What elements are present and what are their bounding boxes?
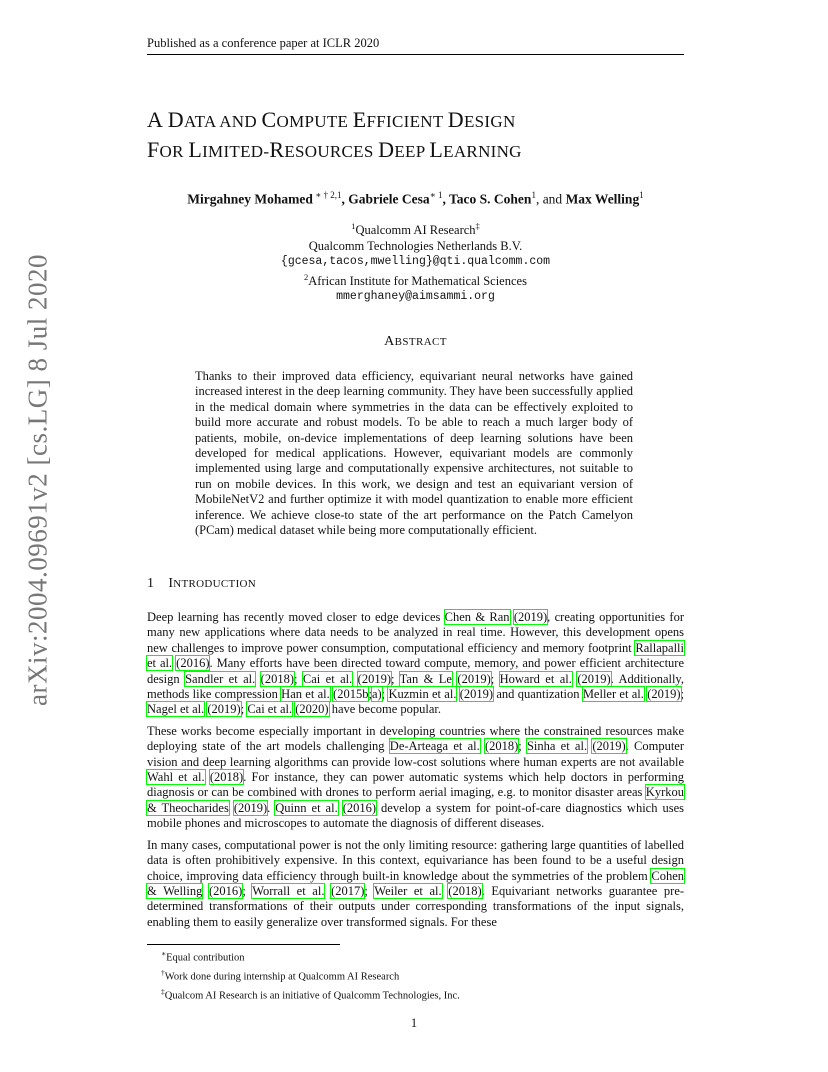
heading-part: A (384, 334, 395, 349)
text-run: and quantization (493, 687, 583, 702)
abstract-heading (147, 334, 684, 350)
citation-link[interactable]: Han et al. (281, 687, 330, 702)
affiliation-line: Qualcomm Technologies Netherlands B.V. (308, 238, 523, 253)
author-name: Taco S. Cohen (449, 191, 532, 207)
email-address[interactable]: mmerghaney@aimsammi.org (336, 290, 495, 304)
footnote-text: Equal contribution (166, 952, 245, 964)
section-heading (147, 576, 256, 592)
citation-link[interactable]: Cohen & Welling (147, 868, 684, 898)
citation-year-link[interactable]: (2019) (357, 671, 391, 686)
affiliation-mark: 1 (351, 221, 356, 231)
citation-year-link[interactable]: (2019) (592, 739, 626, 754)
citation-year-link[interactable]: (2018) (260, 671, 294, 686)
citation-year-link[interactable]: (2019) (647, 687, 681, 702)
citation-link[interactable]: Kyrkou & Theocharides (147, 785, 684, 815)
title-line-1 (147, 106, 684, 136)
affiliation-mark: ‡ (475, 221, 480, 231)
citation-link[interactable]: Quinn et al. (275, 800, 338, 815)
footnote-rule (147, 944, 340, 945)
citation-link[interactable]: Kuzmin et al. (388, 687, 457, 702)
title-part: C (261, 107, 277, 132)
citation-year-link[interactable]: (2017) (331, 883, 365, 898)
title-part: F (147, 137, 160, 162)
running-header: Published as a conference paper at ICLR 2020 (147, 36, 380, 50)
citation-link[interactable]: Wahl et al. (147, 770, 205, 785)
page-number: 1 (410, 1016, 418, 1030)
affiliation-text: African Institute for Mathematical Sciences (308, 273, 527, 288)
paragraph-3: In many cases, computational power is not the only limiting resource: gathering large quantities of labelled data is often prohibitively expensive. In this context, equivariance has been found to be a useful design choice, improving data efficiency through built-in knowledge about the symmetries of the problem Cohen & Welling (2016); Worrall et al. (2017); Weiler et al. (2018). Equivariant networks guarantee pre-determined transformations of their outputs under corresponding transformations of the input signals, enabling them to easily generalize over transformed signals. For these (147, 837, 685, 929)
author-affiliation-mark: 1 (531, 190, 536, 200)
citation-year-link[interactable]: (2019) (577, 671, 611, 686)
citation-link[interactable]: Chen & Ran (444, 610, 510, 624)
citation-link[interactable]: Worrall et al. (252, 883, 325, 898)
footnote-text: Qualcom AI Research is an initiative of Qualcomm Technologies, Inc. (164, 990, 460, 1002)
title-part: IMITED- (202, 142, 270, 161)
title-part: E (352, 107, 367, 132)
affiliation-text: Qualcomm AI Research (355, 223, 476, 238)
text-run: develop a system for point-of-care diagnostics which uses mobile phones and microscopes to automate the diagnosis of different diseases. (147, 800, 684, 831)
text-run: Deep learning has recently moved closer to edge devices (147, 610, 445, 624)
citation-year-link[interactable]: (2018) (448, 883, 482, 898)
title-part: OR (159, 142, 189, 161)
email-address[interactable]: {gcesa,tacos,mwelling}@qti.qualcomm.com (280, 255, 551, 269)
title-part: ESOURCES (284, 142, 379, 161)
author-affiliation-mark: ∗ 1 (429, 190, 443, 200)
title-part: L (188, 137, 203, 162)
author-name: Gabriele Cesa (348, 191, 430, 207)
citation-year-link[interactable]: (2018) (484, 739, 519, 754)
footnotes (161, 947, 460, 1004)
text-run: In many cases, computational power is not the only limiting resource: gathering large quantities of labelled data is often prohibitively expensive. In this context, equivariance has been found to be a useful design choice, improving data efficiency through built-in knowledge about the symmetries of the problem (147, 837, 684, 883)
citation-link[interactable]: Meller et al. (582, 687, 644, 702)
citation-link[interactable]: Howard et al. (499, 671, 572, 686)
citation-year-link[interactable]: (2019) (513, 610, 548, 624)
author-affiliation-mark: ∗ † 2,1 (312, 190, 342, 200)
footnote-mark: † (161, 968, 165, 977)
citation-link[interactable]: Sinha et al. (526, 739, 588, 754)
footnote (161, 985, 460, 1004)
heading-part: NTRODUCTION (173, 578, 257, 590)
citation-year-link[interactable]: (2016) (176, 656, 210, 671)
title-part: ATA AND (183, 112, 262, 131)
section-number: 1 (147, 576, 155, 591)
citation-year-link[interactable]: a) (371, 687, 382, 702)
affiliation-line (147, 270, 684, 290)
author-separator: , and (535, 191, 566, 207)
footnote-mark: ∗ (161, 949, 167, 958)
citation-year-link[interactable]: (2019) (457, 671, 491, 686)
title-part: D (447, 107, 464, 132)
citation-year-link[interactable]: (2018) (209, 770, 244, 785)
title-part: OMPUTE (276, 112, 353, 131)
text-run: have become popular. (328, 702, 442, 717)
footnote-mark: ‡ (161, 987, 165, 996)
heading-part: BSTRACT (394, 336, 447, 348)
arxiv-identifier: arXiv:2004.09691v2 [cs.LG] 8 Jul 2020 (22, 254, 53, 706)
footnote (161, 947, 460, 966)
text-run: , creating opportunities for many new applications where data needs to be analyzed in real time. However, this development opens new challenges to improve power consumption, computational efficiency and memory footprint (147, 610, 685, 655)
citation-year-link[interactable]: (2015b (333, 687, 369, 702)
citation-year-link[interactable]: (2019) (207, 702, 241, 717)
author-list: Mirgahney Mohamed $^{∗ \dagger 2,1}$, Gabriele Cesa$^{∗ 1}$, Taco S. Cohen$^1$, and Max Welling$^1$ (187, 190, 644, 207)
citation-link[interactable]: Nagel et al. (147, 702, 205, 717)
title-part: L (429, 137, 444, 162)
abstract-text: Thanks to their improved data efficiency, equivariant neural networks have gained increased interest in the deep learning community. They have been successfully applied in the medical domain where symmetries in the data can be effectively exploited to build more accurate and robust models. To be able to reach a much larger body of patients, mobile, on-device implementations of deep learning solutions have been developed for medical applications. However, equivariant models are commonly implemented using large and computationally expensive architectures, not suitable to run on mobile devices. In this work, we design and test an equivariant version of MobileNetV2 and further optimize it with model quantization to enable more efficient inference. We achieve close-to state of the art performance on the Patch Camelyon (PCam) medical dataset while being more computationally efficient. (195, 369, 633, 538)
title-part: D (378, 137, 395, 162)
citation-link[interactable]: De-Arteaga et al. (389, 739, 480, 754)
citation-year-link[interactable]: (2019) (233, 800, 268, 815)
text-run: . For instance, they can power automatic systems which help doctors in performing diagnosis or can be combined with drones to perform aerial imaging, e.g. to monitor disaster areas (147, 770, 684, 800)
citation-link[interactable]: Cai et al. (302, 671, 353, 686)
author-affiliation-mark: 1 (639, 190, 644, 200)
header-rule (147, 54, 684, 55)
paper-title (147, 106, 684, 166)
citation-link[interactable]: Sandler et al. (185, 671, 256, 686)
title-part: EEP (394, 142, 430, 161)
body-text (147, 610, 684, 936)
title-part: ESIGN (463, 112, 516, 131)
citation-link[interactable]: Tan & Le (399, 671, 452, 686)
title-part: FFICIENT (366, 112, 448, 131)
author-name: Max Welling (565, 191, 640, 207)
paragraph-1: Deep learning has recently moved closer to edge devices Chen & Ran (2019), creating opportunities for many new applications where data needs to be analyzed in real time. However, this development opens new challenges to improve power consumption, computational efficiency and memory footprint Rallapalli et al. (2016). Many efforts have been directed toward compute, memory, and power efficient architecture design Sandler et al. (2018); Cai et al. (2019); Tan & Le (2019); Howard et al. (2019). Additionally, methods like compression Han et al. (2015b;a); Kuzmin et al. (2019) and quantization Meller et al. (2019); Nagel et al. (2019); Cai et al. (2020) have become popular. (147, 610, 685, 717)
paragraph-2: These works become especially important in developing countries where the constrained resources make deploying state of the art models challenging De-Arteaga et al. (2018); Sinha et al. (2019). Computer vision and deep learning algorithms can provide low-cost solutions where human experts are not available Wahl et al. (2018). For instance, they can power automatic systems which help doctors in performing diagnosis or can be combined with drones to perform aerial imaging, e.g. to monitor disaster areas Kyrkou & Theocharides (2019). Quinn et al. (2016) develop a system for point-of-care diagnostics which uses mobile phones and microscopes to automate the diagnosis of different diseases. (147, 723, 685, 831)
title-part: EARNING (443, 142, 522, 161)
text-run: . Equivariant networks guarantee pre-determined transformations of their outputs under corresponding transformations of the input signals, enabling them to easily generalize over transformed signals. For these (147, 883, 685, 929)
citation-year-link[interactable]: (2019) (459, 687, 494, 702)
citation-link[interactable]: Weiler et al. (374, 883, 442, 898)
title-part: A D (147, 107, 184, 132)
text-run: These works become especially important in developing countries where the constrained resources make deploying state of the art models challenging (147, 723, 684, 754)
affiliation-line (147, 219, 684, 239)
heading-part: I (168, 576, 174, 591)
text-run: . Computer vision and deep learning algorithms can provide low-cost solutions where human experts are not available (147, 739, 685, 769)
text-run: . Additionally, methods like compression (147, 671, 684, 702)
citation-year-link[interactable]: (2020) (295, 702, 329, 717)
citation-year-link[interactable]: (2016) (342, 800, 377, 815)
affiliation-mark: 2 (304, 271, 309, 282)
author-name: Mirgahney Mohamed (187, 191, 313, 207)
citation-year-link[interactable]: (2016) (209, 883, 243, 898)
footnote (161, 966, 460, 985)
text-run: . Many efforts have been directed toward compute, memory, and power efficient architecture design (147, 656, 684, 686)
affiliations (147, 219, 684, 305)
citation-link[interactable]: Rallapalli et al. (147, 640, 684, 671)
title-line-2 (147, 136, 684, 166)
title-part: R (269, 137, 285, 162)
citation-link[interactable]: Cai et al. (247, 702, 293, 717)
footnote-text: Work done during internship at Qualcomm AI Research (164, 971, 400, 983)
